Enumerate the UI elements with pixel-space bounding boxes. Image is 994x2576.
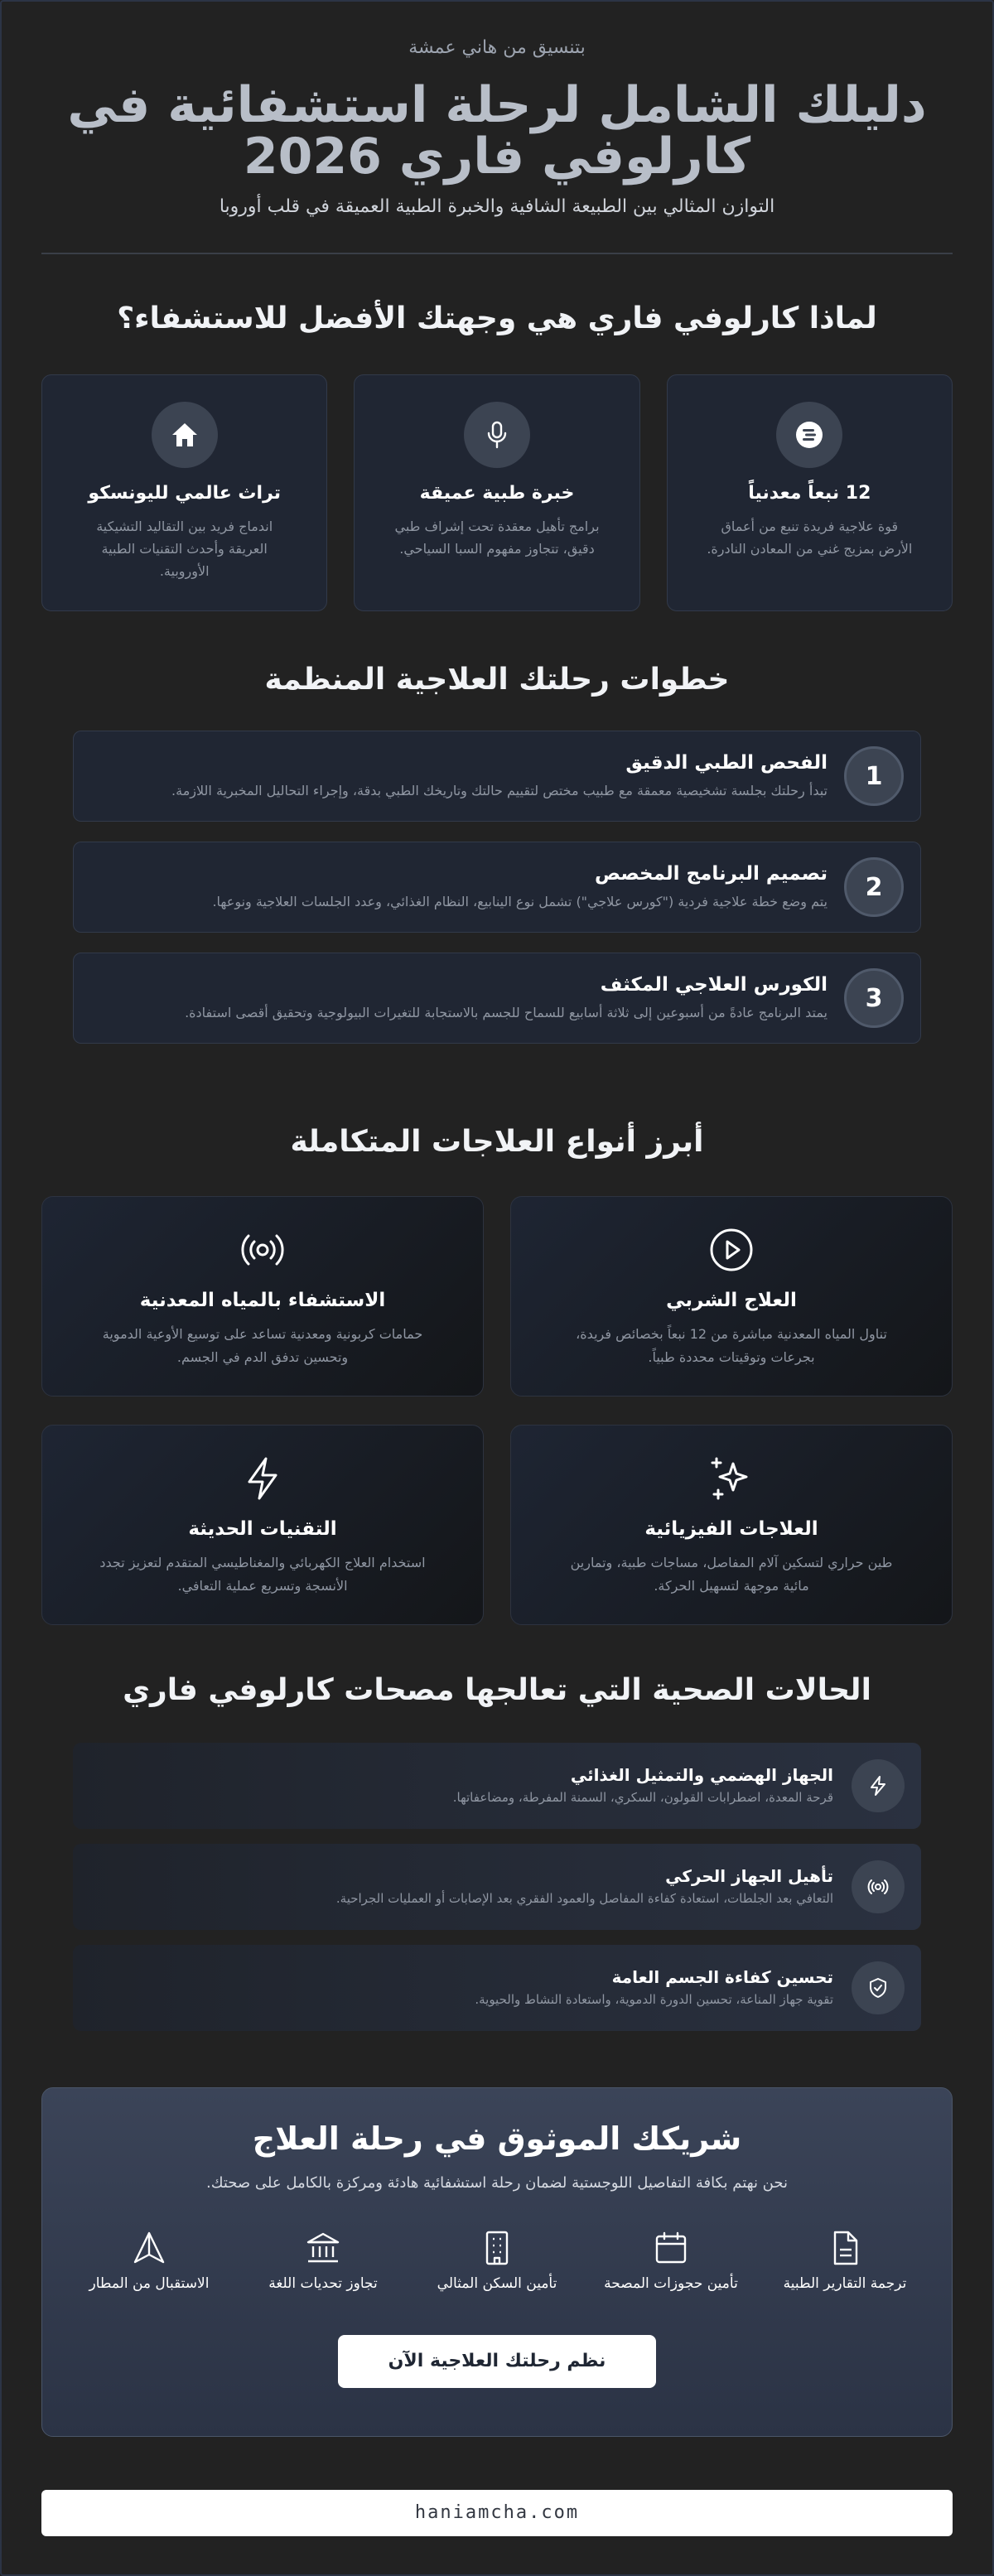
service-label: تأمين السكن المثالي — [437, 2275, 557, 2292]
step-number: 1 — [844, 746, 904, 806]
lightning-icon — [852, 1759, 905, 1812]
treatment-title: التقنيات الحديثة — [188, 1518, 337, 1540]
step-item — [73, 842, 921, 933]
lightning-icon — [42, 1455, 483, 1502]
treatment-card — [510, 1196, 953, 1397]
document-icon — [761, 2227, 929, 2269]
why-card-desc: قوة علاجية فريدة تنبع من أعماق الأرض بمزيج غني من المعادن النادرة. — [707, 519, 913, 557]
step-title: الفحص الطبي الدقيق — [625, 752, 828, 774]
treatment-desc: تناول المياه المعدنية مباشرة من 12 نبعاً بخصائص فريدة، بجرعات وتوقيتات محددة طبياً. — [576, 1326, 887, 1365]
list-circle-icon — [776, 402, 842, 468]
step-desc: يمتد البرنامج عادةً من أسبوعين إلى ثلاثة أسابيع للسماح للجسم بالاستجابة للتغيرات البيولوجية وتحقيق أقصى استفادة. — [185, 1005, 828, 1020]
why-card-desc: برامج تأهيل معقدة تحت إشراف طبي دقيق، تتجاوز مفهوم السبا السياحي. — [394, 519, 600, 557]
treatment-title: العلاجات الفيزيائية — [644, 1518, 818, 1540]
book-journey-button[interactable]: نظم رحلتك العلاجية الآن — [338, 2335, 656, 2388]
home-icon — [152, 402, 218, 468]
treatments-grid — [41, 1196, 953, 1625]
step-item — [73, 731, 921, 822]
service-item — [761, 2227, 929, 2292]
service-label: تجاوز تحديات اللغة — [268, 2275, 378, 2292]
step-title: الكورس العلاجي المكثف — [600, 974, 828, 996]
service-item — [413, 2227, 581, 2292]
treatment-card — [41, 1425, 484, 1625]
services-row — [42, 2227, 952, 2292]
page-title-line-2: كارلوفي فاري 2026 — [243, 128, 751, 186]
steps-heading: خطوات رحلتك العلاجية المنظمة — [264, 663, 730, 697]
why-card — [354, 374, 639, 611]
bank-icon — [239, 2227, 407, 2269]
step-desc: يتم وضع خطة علاجية فردية ("كورس علاجي") تشمل نوع الينابيع، النظام الغذائي، وعدد الجلسات العلاجية ونوعها. — [212, 894, 828, 909]
service-item — [239, 2227, 407, 2292]
header-kicker: بتنسيق من هاني عمشة — [408, 37, 586, 58]
why-cards — [41, 374, 953, 611]
page-header — [41, 33, 953, 220]
treatments-heading: أبرز أنواع العلاجات المتكاملة — [290, 1125, 704, 1159]
shield-check-icon — [852, 1961, 905, 2014]
condition-item — [73, 1945, 921, 2031]
radio-signal-icon — [852, 1860, 905, 1913]
calendar-icon — [587, 2227, 755, 2269]
treatment-desc: حمامات كربونية ومعدنية تساعد على توسيع الأوعية الدموية وتحسين تدفق الدم في الجسم. — [102, 1326, 423, 1365]
partner-title: شريكك الموثوق في رحلة العلاج — [252, 2120, 742, 2157]
header-tagline: التوازن المثالي بين الطبيعة الشافية والخبرة الطبية العميقة في قلب أوروبا — [219, 196, 775, 217]
building-icon — [413, 2227, 581, 2269]
treatment-title: الاستشفاء بالمياه المعدنية — [139, 1290, 386, 1311]
treatment-card — [510, 1425, 953, 1625]
partner-subtitle: نحن نهتم بكافة التفاصيل اللوجستية لضمان رحلة استشفائية هادئة ومركزة بالكامل على صحتك. — [205, 2174, 789, 2192]
site-url-link[interactable]: haniamcha.com — [41, 2490, 953, 2536]
condition-desc: قرحة المعدة، اضطرابات القولون، السكري، السمنة المفرطة، ومضاعفاتها. — [452, 1790, 833, 1805]
service-label: تأمين حجوزات المصحة — [604, 2275, 738, 2292]
why-card — [667, 374, 953, 611]
service-item — [587, 2227, 755, 2292]
condition-title: تحسين كفاءة الجسم العامة — [611, 1967, 833, 1987]
condition-title: تأهيل الجهاز الحركي — [665, 1866, 833, 1886]
step-desc: تبدأ رحلتك بجلسة تشخيصية معمقة مع طبيب مختص لتقييم حالتك وتاريخك الطبي بدقة، وإجراء التحاليل المخبرية اللازمة. — [171, 783, 828, 798]
why-heading: لماذا كارلوفي فاري هي وجهتك الأفضل للاستشفاء؟ — [117, 301, 877, 335]
why-card — [41, 374, 327, 611]
plane-icon — [65, 2227, 233, 2269]
service-item — [65, 2227, 233, 2292]
why-card-desc: اندماج فريد بين التقاليد التشيكية العريقة وأحدث التقنيات الطبية الأوروبية. — [96, 519, 273, 579]
partner-box — [41, 2087, 953, 2437]
page-title — [41, 76, 953, 186]
service-label: الاستقبال من المطار — [89, 2275, 210, 2292]
treatment-desc: طين حراري لتسكين آلام المفاصل، مساجات طبية، وتمارين مائية موجهة لتسهيل الحركة. — [570, 1555, 893, 1594]
conditions-list — [73, 1743, 921, 2046]
treatment-card — [41, 1196, 484, 1397]
treatment-title: العلاج الشربي — [666, 1290, 797, 1311]
step-title: تصميم البرنامج المخصص — [594, 863, 828, 885]
step-item — [73, 953, 921, 1044]
condition-title: الجهاز الهضمي والتمثيل الغذائي — [570, 1765, 833, 1785]
radio-signal-icon — [42, 1227, 483, 1273]
play-circle-icon — [511, 1227, 952, 1273]
conditions-heading: الحالات الصحية التي تعالجها مصحات كارلوفي فاري — [123, 1673, 871, 1707]
service-label: ترجمة التقارير الطبية — [783, 2275, 907, 2292]
page-title-line-1: دليلك الشامل لرحلة استشفائية في — [67, 76, 927, 134]
step-number: 2 — [844, 857, 904, 917]
condition-item — [73, 1743, 921, 1829]
treatment-desc: استخدام العلاج الكهربائي والمغناطيسي المتقدم لتعزيز تجدد الأنسجة وتسريع عملية التعافي. — [99, 1555, 426, 1594]
why-card-title: تراث عالمي لليونسكو — [88, 483, 282, 504]
why-card-title: 12 نبعاً معدنياً — [748, 483, 871, 504]
microphone-icon — [464, 402, 530, 468]
header-divider — [41, 253, 953, 254]
condition-desc: التعافي بعد الجلطات، استعادة كفاءة المفاصل والعمود الفقري بعد الإصابات أو العمليات الجراحية. — [335, 1891, 833, 1906]
step-number: 3 — [844, 968, 904, 1028]
sparkles-icon — [511, 1455, 952, 1502]
why-card-title: خبرة طبية عميقة — [419, 483, 575, 504]
steps-list — [73, 731, 921, 1064]
condition-desc: تقوية جهاز المناعة، تحسين الدورة الدموية، واستعادة النشاط والحيوية. — [475, 1992, 833, 2007]
condition-item — [73, 1844, 921, 1930]
